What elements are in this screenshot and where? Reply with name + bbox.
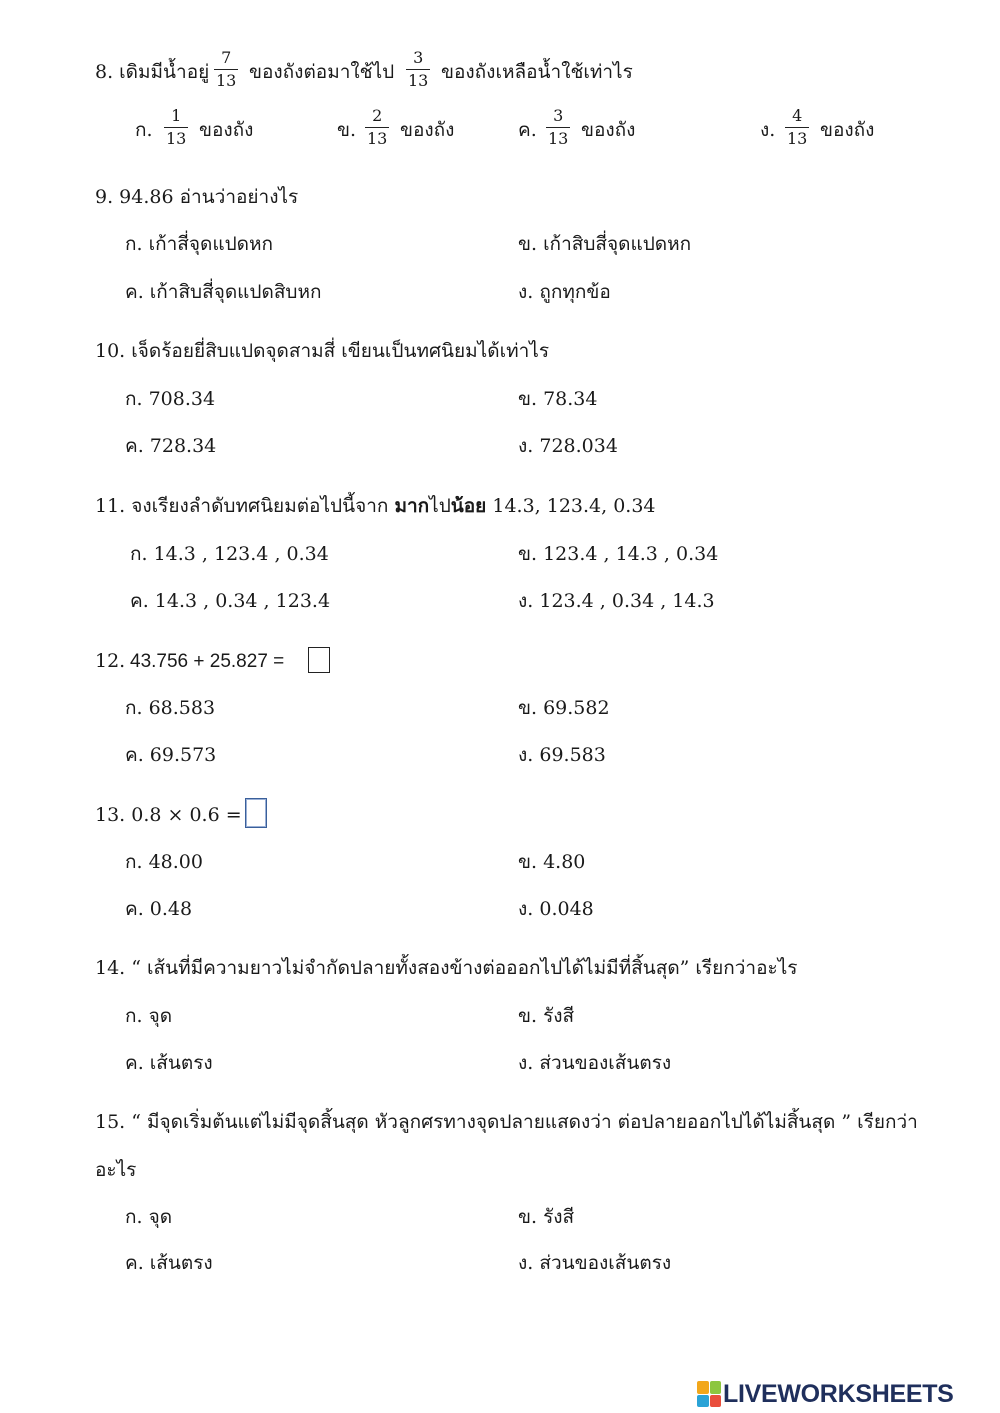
q8-fraction-2: 3 13 [408, 48, 429, 90]
q12-option-d[interactable]: ง. 69.583 [518, 744, 606, 766]
q8-suffix: ของถังเหลือน้ำใช้เท่าไร [441, 61, 633, 83]
q8-option-b-fraction[interactable]: 2 13 [367, 106, 388, 148]
q14-option-c[interactable]: ค. เส้นตรง [125, 1052, 213, 1074]
q10-option-a[interactable]: ก. 708.34 [125, 388, 216, 410]
q11-text: 11. จงเรียงลำดับทศนิยมต่อไปนี้จาก มากไปน้อย 14.3, 123.4, 0.34 [95, 495, 656, 517]
q14-text: 14. “ เส้นที่มีความยาวไม่จำกัดปลายทั้งสองข้างต่อออกไปได้ไม่มีที่สิ้นสุด” เรียกว่าอะไร [95, 957, 798, 979]
q11-option-c[interactable]: ค. 14.3 , 0.34 , 123.4 [130, 590, 331, 612]
q8-prefix: 8. เดิมมีน้ำอยู่ [95, 61, 210, 83]
liveworksheets-logo [697, 1380, 954, 1408]
q11-option-b[interactable]: ข. 123.4 , 14.3 , 0.34 [518, 543, 719, 565]
q15-option-c[interactable]: ค. เส้นตรง [125, 1252, 213, 1274]
q13-option-d[interactable]: ง. 0.048 [518, 898, 594, 920]
q8-option-b-label[interactable]: ข. [337, 119, 357, 141]
liveworksheets-logo-icon [697, 1381, 721, 1407]
q8-option-a-label[interactable]: ก. [135, 119, 153, 141]
q14-option-d[interactable]: ง. ส่วนของเส้นตรง [518, 1052, 672, 1074]
q13-option-b[interactable]: ข. 4.80 [518, 851, 586, 873]
q10-option-c[interactable]: ค. 728.34 [125, 435, 217, 457]
q15-option-b[interactable]: ข. รังสี [518, 1206, 575, 1228]
q8-option-a-fraction[interactable]: 1 13 [166, 106, 187, 148]
q9-option-b[interactable]: ข. เก้าสิบสี่จุดแปดหก [518, 233, 692, 255]
logo-text: LIVEWORKSHEETS [723, 1379, 954, 1408]
q13-answer-box[interactable] [245, 798, 267, 828]
q8-option-d-label[interactable]: ง. [760, 119, 776, 141]
q10-option-d[interactable]: ง. 728.034 [518, 435, 618, 457]
q9-option-d[interactable]: ง. ถูกทุกข้อ [518, 281, 611, 303]
q8-option-b-unit: ของถัง [400, 119, 455, 141]
q8-option-c-label[interactable]: ค. [518, 119, 537, 141]
q15-option-d[interactable]: ง. ส่วนของเส้นตรง [518, 1252, 672, 1274]
q13-option-c[interactable]: ค. 0.48 [125, 898, 193, 920]
q12-option-a[interactable]: ก. 68.583 [125, 697, 216, 719]
q8-option-c-unit: ของถัง [581, 119, 636, 141]
q8-option-d-fraction[interactable]: 4 13 [787, 106, 808, 148]
q8-option-c-fraction[interactable]: 3 13 [548, 106, 569, 148]
q11-bold-less: น้อย [450, 495, 487, 517]
q14-option-a[interactable]: ก. จุด [125, 1005, 173, 1027]
q15-text-line1: 15. “ มีจุดเริ่มต้นแต่ไม่มีจุดสิ้นสุด หัวลูกศรทางจุดปลายแสดงว่า ต่อปลายออกไปได้ไม่สิ้นสุด ” เรียกว่า [95, 1111, 918, 1133]
q15-option-a[interactable]: ก. จุด [125, 1206, 173, 1228]
q12-number: 12. [95, 650, 126, 672]
q12-expression: 43.756 + 25.827 = [130, 651, 285, 672]
q10-text: 10. เจ็ดร้อยยี่สิบแปดจุดสามสี่ เขียนเป็นทศนิยมได้เท่าไร [95, 340, 550, 362]
q8-fraction-1: 7 13 [216, 48, 237, 90]
q12-option-b[interactable]: ข. 69.582 [518, 697, 610, 719]
q12-option-c[interactable]: ค. 69.573 [125, 744, 217, 766]
q9-text: 9. 94.86 อ่านว่าอย่างไร [95, 186, 299, 208]
q12-answer-box[interactable] [308, 647, 330, 673]
q8-option-d-unit: ของถัง [820, 119, 875, 141]
q10-option-b[interactable]: ข. 78.34 [518, 388, 598, 410]
q11-bold-more: มาก [394, 495, 430, 517]
q9-option-a[interactable]: ก. เก้าสี่จุดแปดหก [125, 233, 273, 255]
q13-text: 13. 0.8 × 0.6 = [95, 804, 242, 826]
q9-option-c[interactable]: ค. เก้าสิบสี่จุดแปดสิบหก [125, 281, 322, 303]
q11-option-a[interactable]: ก. 14.3 , 123.4 , 0.34 [130, 543, 329, 565]
q14-option-b[interactable]: ข. รังสี [518, 1005, 575, 1027]
q8-middle: ของถังต่อมาใช้ไป [249, 61, 395, 83]
q15-text-line2: อะไร [95, 1159, 137, 1181]
q11-option-d[interactable]: ง. 123.4 , 0.34 , 14.3 [518, 590, 715, 612]
q13-option-a[interactable]: ก. 48.00 [125, 851, 203, 873]
q8-option-a-unit: ของถัง [199, 119, 254, 141]
